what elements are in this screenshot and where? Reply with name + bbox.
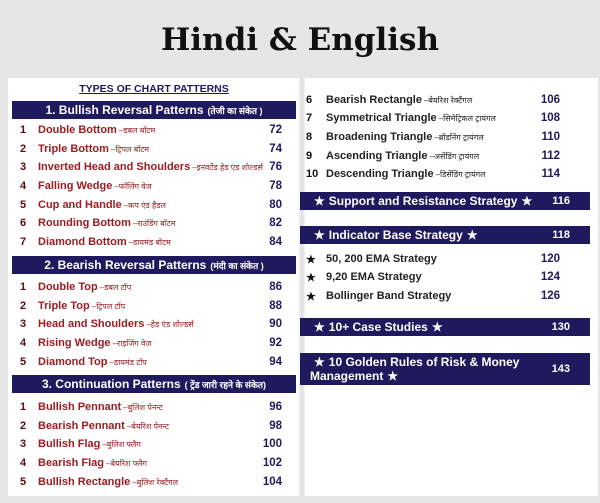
item-number: 6 bbox=[306, 94, 313, 106]
cases-label: 10+ Case Studies bbox=[328, 320, 428, 334]
toc-title: TYPES OF CHART PATTERNS bbox=[79, 83, 229, 95]
item-title: Bearish Rectangle bbox=[326, 94, 422, 106]
toc-row bbox=[300, 128, 590, 146]
section-title-hindi: ( ट्रेंड जारी रहने के संकेत) bbox=[184, 379, 267, 390]
toc-row bbox=[12, 417, 296, 435]
star-icon: ★ bbox=[521, 194, 533, 208]
item-title: Cup and Handle bbox=[38, 199, 122, 211]
section-title-hindi: (मंदी का संकेत ) bbox=[210, 260, 264, 271]
toc-row bbox=[12, 140, 296, 158]
item-title: Bearish Flag bbox=[38, 457, 105, 469]
cases-banner bbox=[300, 318, 590, 336]
item-number: 4 bbox=[20, 337, 27, 349]
star-icon: ★ bbox=[306, 271, 316, 284]
star-icon: ★ bbox=[314, 355, 325, 369]
section-banner bbox=[12, 375, 296, 393]
item-number: 9 bbox=[306, 150, 313, 162]
item-title: Head and Shoulders bbox=[38, 318, 145, 330]
item-number: 10 bbox=[306, 168, 319, 180]
toc-page bbox=[8, 78, 598, 496]
toc-row bbox=[12, 334, 296, 352]
item-page: 104 bbox=[262, 476, 282, 488]
item-title: Bullish Rectangle bbox=[38, 476, 131, 488]
item-title: Rising Wedge bbox=[38, 337, 111, 349]
golden-title bbox=[310, 355, 519, 383]
item-number: 8 bbox=[306, 131, 313, 143]
item-title: Symmetrical Triangle bbox=[326, 112, 437, 124]
item-title: Broadening Triangle bbox=[326, 131, 433, 143]
item-number: 3 bbox=[20, 161, 27, 173]
toc-row bbox=[12, 454, 296, 472]
item-title-hindi: –हेड एंड शोल्डर्स bbox=[146, 319, 194, 329]
support-banner bbox=[300, 192, 590, 210]
golden-page: 143 bbox=[551, 363, 570, 375]
item-number: 3 bbox=[20, 438, 27, 450]
item-number: 5 bbox=[20, 356, 27, 368]
indicator-item bbox=[300, 287, 590, 305]
toc-row bbox=[12, 473, 296, 491]
item-title: Inverted Head and Shoulders bbox=[38, 161, 191, 173]
item-title: Bullish Pennant bbox=[38, 401, 122, 413]
toc-row bbox=[12, 121, 296, 139]
item-page: 98 bbox=[269, 420, 282, 432]
item-page: 92 bbox=[269, 337, 282, 349]
item-number: 2 bbox=[20, 300, 27, 312]
toc-row bbox=[12, 233, 296, 251]
star-icon: ★ bbox=[314, 194, 325, 208]
item-page: 102 bbox=[262, 457, 282, 469]
item-page: 78 bbox=[269, 180, 282, 192]
toc-row bbox=[12, 315, 296, 333]
item-title-hindi: –ब्रॉडनिंग ट्रायंगल bbox=[434, 132, 484, 142]
headline: Hindi & English bbox=[160, 22, 440, 58]
item-title: Diamond Bottom bbox=[38, 236, 127, 248]
item-number: 1 bbox=[20, 124, 27, 136]
item-number: 5 bbox=[20, 476, 27, 488]
section-banner bbox=[12, 256, 296, 274]
star-icon: ★ bbox=[387, 369, 399, 383]
toc-row bbox=[12, 177, 296, 195]
toc-row bbox=[12, 196, 296, 214]
item-title-hindi: –राउंडिंग बॉटम bbox=[132, 218, 176, 228]
item-number: 3 bbox=[20, 318, 27, 330]
item-page: 124 bbox=[540, 271, 560, 283]
cases-page: 130 bbox=[551, 321, 570, 333]
toc-row bbox=[12, 435, 296, 453]
item-page: 96 bbox=[269, 401, 282, 413]
item-title-hindi: –असेंडिंग ट्रायंगल bbox=[429, 151, 480, 161]
toc-row bbox=[300, 165, 590, 183]
item-number: 1 bbox=[20, 401, 27, 413]
item-title: Descending Triangle bbox=[326, 168, 434, 180]
item-page: 90 bbox=[269, 318, 282, 330]
star-icon: ★ bbox=[306, 253, 316, 266]
golden-banner bbox=[300, 353, 590, 385]
item-title-hindi: –कप एंड हैंडल bbox=[123, 200, 166, 210]
item-page: 86 bbox=[269, 281, 282, 293]
toc-row bbox=[12, 353, 296, 371]
item-title: 9,20 EMA Strategy bbox=[326, 271, 422, 283]
item-page: 126 bbox=[540, 290, 560, 302]
item-title: Triple Top bbox=[38, 300, 90, 312]
indicator-item bbox=[300, 250, 590, 268]
item-page: 82 bbox=[269, 217, 282, 229]
star-icon: ★ bbox=[314, 320, 325, 334]
item-number: 2 bbox=[20, 143, 27, 155]
star-icon: ★ bbox=[431, 320, 443, 334]
toc-row bbox=[12, 297, 296, 315]
star-icon: ★ bbox=[306, 290, 316, 303]
item-page: 114 bbox=[541, 168, 560, 180]
item-title-hindi: –बुलिश फ्लैग bbox=[102, 439, 141, 449]
section-title-hindi: (तेजी का संकेत ) bbox=[207, 105, 263, 116]
item-title: 50, 200 EMA Strategy bbox=[326, 253, 437, 265]
item-page: 120 bbox=[540, 253, 560, 265]
item-page: 110 bbox=[541, 131, 560, 143]
item-title: Rounding Bottom bbox=[38, 217, 131, 229]
item-title: Bullish Flag bbox=[38, 438, 101, 450]
item-number: 6 bbox=[20, 217, 27, 229]
item-page: 88 bbox=[269, 300, 282, 312]
item-title-hindi: –इनवर्टेड हेड एंड शोल्डर्स bbox=[192, 162, 263, 172]
indicator-label: Indicator Base Strategy bbox=[328, 228, 463, 242]
item-title: Ascending Triangle bbox=[326, 150, 428, 162]
item-page: 106 bbox=[540, 94, 560, 106]
item-page: 112 bbox=[541, 150, 560, 162]
indicator-page: 118 bbox=[552, 229, 570, 241]
item-title: Bearish Pennant bbox=[38, 420, 125, 432]
toc-row bbox=[12, 214, 296, 232]
toc-row bbox=[12, 278, 296, 296]
item-page: 108 bbox=[540, 112, 560, 124]
section-title: 3. Continuation Patterns bbox=[41, 377, 181, 391]
support-title bbox=[310, 194, 536, 208]
item-title: Triple Bottom bbox=[38, 143, 109, 155]
item-title-hindi: –बेयरिश रेक्टैंगल bbox=[423, 95, 473, 105]
item-title: Diamond Top bbox=[38, 356, 108, 368]
toc-row bbox=[12, 398, 296, 416]
item-title-hindi: –बेयरिश पेनन्ट bbox=[126, 421, 170, 431]
item-title-hindi: –ट्रिपल बॉटम bbox=[110, 144, 150, 154]
item-title-hindi: –बुलिश रेक्टैंगल bbox=[132, 477, 179, 487]
toc-row bbox=[300, 91, 590, 109]
indicator-title bbox=[310, 228, 482, 242]
item-title-hindi: –डबल बॉटम bbox=[118, 125, 156, 135]
item-title-hindi: –डबल टॉप bbox=[99, 282, 132, 292]
item-title: Double Top bbox=[38, 281, 98, 293]
support-label: Support and Resistance Strategy bbox=[328, 194, 518, 208]
item-number: 7 bbox=[306, 112, 313, 124]
item-number: 5 bbox=[20, 199, 27, 211]
item-page: 76 bbox=[269, 161, 282, 173]
golden-line1: 10 Golden Rules of Risk & Money bbox=[328, 355, 520, 369]
item-title-hindi: –ट्रिपल टॉप bbox=[91, 301, 126, 311]
item-title: Double Bottom bbox=[38, 124, 117, 136]
indicator-item bbox=[300, 268, 590, 286]
section-title: 1. Bullish Reversal Patterns bbox=[45, 103, 204, 117]
item-page: 72 bbox=[269, 124, 282, 136]
item-page: 84 bbox=[269, 236, 282, 248]
star-icon: ★ bbox=[466, 228, 478, 242]
item-title-hindi: –डायमंड बॉटम bbox=[128, 237, 171, 247]
item-title-hindi: –राइजिंग वेज bbox=[112, 338, 152, 348]
item-title: Falling Wedge bbox=[38, 180, 113, 192]
toc-row bbox=[12, 158, 296, 176]
golden-line2: Management bbox=[310, 369, 384, 383]
item-number: 1 bbox=[20, 281, 27, 293]
section-banner bbox=[12, 101, 296, 119]
toc-row bbox=[300, 147, 590, 165]
section-title: 2. Bearish Reversal Patterns bbox=[44, 258, 207, 272]
item-title-hindi: –बेयरिश फ्लैग bbox=[106, 458, 148, 468]
item-number: 4 bbox=[20, 180, 27, 192]
item-title-hindi: –फॉलिंग वेज bbox=[114, 181, 152, 191]
item-number: 7 bbox=[20, 236, 27, 248]
cases-title bbox=[310, 320, 447, 334]
item-page: 74 bbox=[269, 143, 282, 155]
item-title-hindi: –डायमंड टॉप bbox=[109, 357, 147, 367]
star-icon: ★ bbox=[314, 228, 325, 242]
item-title-hindi: –बुलिश पेनन्ट bbox=[123, 402, 163, 412]
item-title-hindi: –डिसेंडिंग ट्रायंगल bbox=[435, 169, 486, 179]
item-number: 4 bbox=[20, 457, 27, 469]
item-page: 80 bbox=[269, 199, 282, 211]
item-page: 100 bbox=[262, 438, 282, 450]
item-title-hindi: –सिमेट्रिकल ट्रायंगल bbox=[438, 113, 496, 123]
item-page: 94 bbox=[269, 356, 282, 368]
toc-row bbox=[300, 109, 590, 127]
support-page: 116 bbox=[552, 195, 570, 207]
indicator-banner bbox=[300, 226, 590, 244]
item-title: Bollinger Band Strategy bbox=[326, 290, 452, 302]
item-number: 2 bbox=[20, 420, 27, 432]
